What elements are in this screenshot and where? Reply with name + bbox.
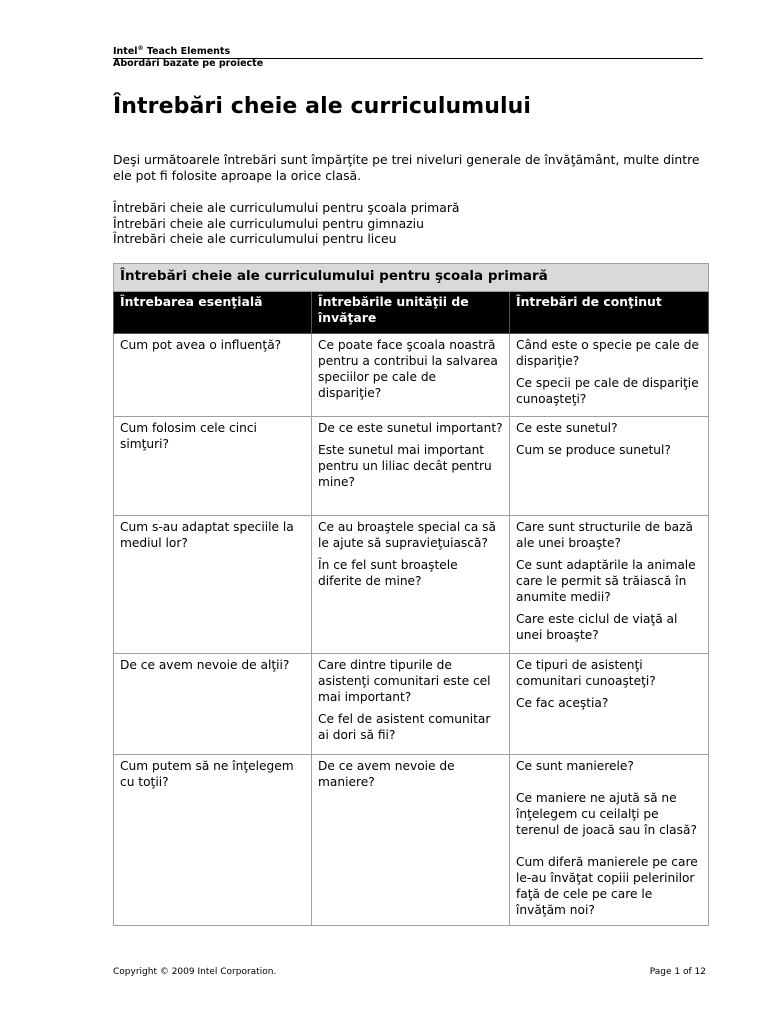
- table-row: [114, 755, 709, 926]
- content-questions-cell: [510, 755, 709, 926]
- content-question: Când este o specie pe cale de dispariţie?: [516, 338, 699, 368]
- document-header: [113, 46, 703, 70]
- unit-question: Ce fel de asistent comunitar ai dori să fii?: [318, 712, 491, 742]
- registered-mark: ®: [137, 44, 144, 52]
- content-questions-cell: [510, 654, 709, 755]
- content-question: Care sunt structurile de bază ale unei broaşte?: [516, 520, 693, 550]
- link-primary-school[interactable]: Întrebări cheie ale curriculumului pentru şcoala primară: [113, 200, 460, 215]
- table-row: [114, 516, 709, 654]
- essential-question-cell: [114, 755, 312, 926]
- essential-question: Cum s-au adaptat speciile la mediul lor?: [120, 520, 294, 550]
- unit-questions-cell: [312, 516, 510, 654]
- link-high-school[interactable]: Întrebări cheie ale curriculumului pentru liceu: [113, 231, 397, 246]
- content-question: Cum se produce sunetul?: [516, 443, 671, 457]
- content-question: Ce sunt adaptările la animale care le permit să trăiască în anumite medii?: [516, 558, 696, 604]
- content-questions-cell: [510, 334, 709, 417]
- header-rule: [113, 58, 703, 59]
- content-question: Ce fac aceştia?: [516, 696, 609, 710]
- unit-questions-cell: [312, 755, 510, 926]
- essential-question-cell: [114, 516, 312, 654]
- brand-line: [113, 46, 703, 58]
- footer-copyright: Copyright © 2009 Intel Corporation.: [113, 967, 277, 977]
- unit-question: Care dintre tipurile de asistenţi comunitari este cel mai important?: [318, 658, 491, 704]
- essential-question: Cum putem să ne înţelegem cu toţii?: [120, 759, 294, 789]
- footer-page-number: Page 1 of 12: [649, 967, 706, 977]
- table-row: [114, 334, 709, 417]
- content-question: Ce tipuri de asistenţi comunitari cunoaşteţi?: [516, 658, 656, 688]
- column-header-content: Întrebări de conţinut: [510, 292, 709, 334]
- table-row: [114, 654, 709, 755]
- essential-question: De ce avem nevoie de alţii?: [120, 658, 290, 672]
- content-question: Ce specii pe cale de dispariţie cunoaşteţi?: [516, 376, 699, 406]
- column-header-essential: Întrebarea esenţială: [114, 292, 312, 334]
- page-title: Întrebări cheie ale curriculumului: [113, 94, 532, 119]
- unit-questions-cell: [312, 334, 510, 417]
- essential-question-cell: [114, 417, 312, 516]
- table-header-row: [114, 292, 709, 334]
- unit-questions-cell: [312, 417, 510, 516]
- content-questions-cell: [510, 417, 709, 516]
- unit-question: De ce avem nevoie de maniere?: [318, 759, 455, 789]
- content-question: Ce maniere ne ajută să ne înţelegem cu ceilalţi pe terenul de joacă sau în clasă?: [516, 791, 697, 837]
- content-questions-cell: [510, 516, 709, 654]
- brand-suffix: Teach Elements: [143, 46, 231, 57]
- unit-question: De ce este sunetul important?: [318, 421, 503, 435]
- column-header-unit: Întrebările unităţii de învăţare: [312, 292, 510, 334]
- content-question: Ce sunt manierele?: [516, 759, 634, 773]
- table-title: Întrebări cheie ale curriculumului pentru şcoala primară: [114, 264, 709, 292]
- table-row: [114, 417, 709, 516]
- link-middle-school[interactable]: Întrebări cheie ale curriculumului pentru gimnaziu: [113, 215, 424, 231]
- unit-question: Ce au broaştele special ca să le ajute să supravieţuiască?: [318, 520, 496, 550]
- intro-paragraph: Deşi următoarele întrebări sunt împărţite pe trei niveluri generale de învăţământ, multe dintre ele pot fi folosite aproape la orice clasă.: [113, 152, 700, 183]
- essential-question: Cum pot avea o influenţă?: [120, 338, 282, 352]
- content-question: Care este ciclul de viaţă al unei broaşte?: [516, 612, 678, 642]
- essential-question-cell: [114, 654, 312, 755]
- section-links: [113, 200, 703, 247]
- unit-question: Ce poate face şcoala noastră pentru a contribui la salvarea speciilor pe cale de dispariţie?: [318, 338, 498, 400]
- essential-question-cell: [114, 334, 312, 417]
- content-question: Ce este sunetul?: [516, 421, 618, 435]
- content-question: Cum diferă manierele pe care le-au învăţat copiii pelerinilor faţă de cele pe care le învăţăm noi?: [516, 855, 698, 917]
- unit-questions-cell: [312, 654, 510, 755]
- unit-question: Este sunetul mai important pentru un liliac decât pentru mine?: [318, 443, 492, 489]
- unit-question: În ce fel sunt broaştele diferite de mine?: [318, 558, 458, 588]
- brand-name: Intel: [113, 46, 138, 57]
- header-subtitle: Abordări bazate pe proiecte: [113, 58, 264, 69]
- questions-table: [113, 263, 709, 926]
- essential-question: Cum folosim cele cinci simţuri?: [120, 421, 257, 451]
